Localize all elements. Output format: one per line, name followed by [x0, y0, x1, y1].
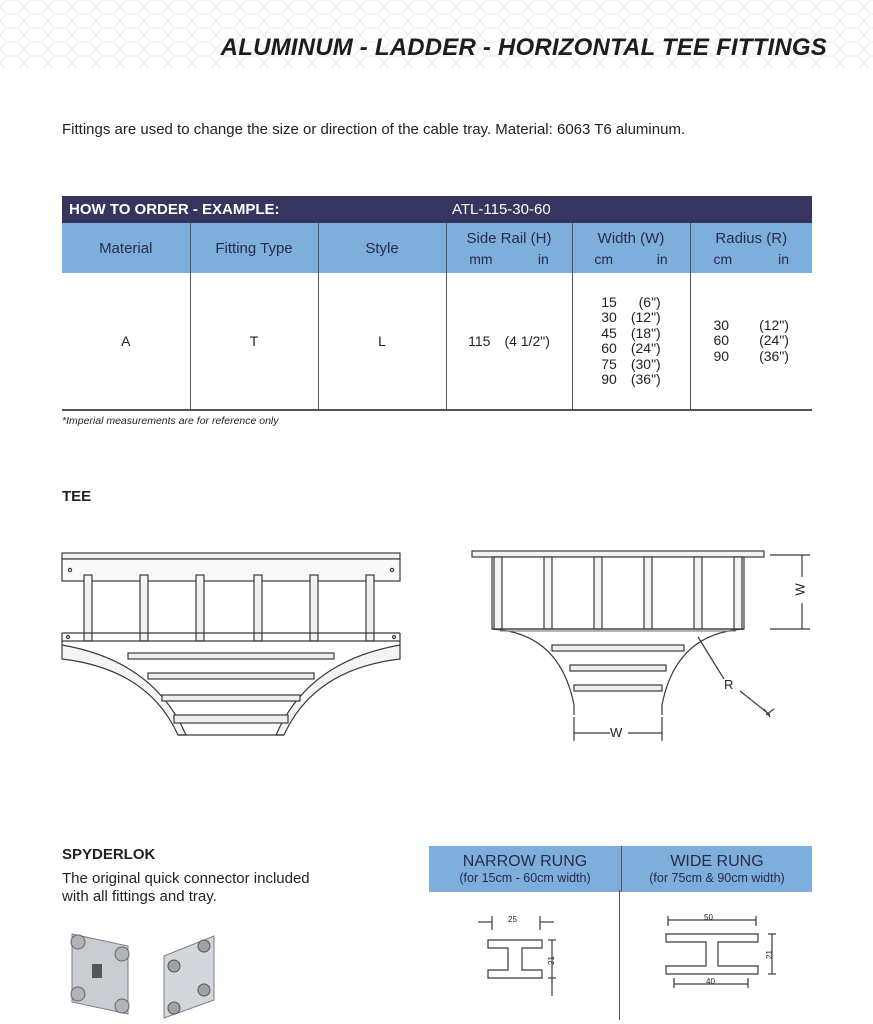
radius-cm: 90	[713, 347, 730, 364]
order-table	[62, 196, 812, 411]
tee-plan-drawing	[470, 545, 818, 745]
narrow-rung-title: NARROW RUNG	[462, 853, 588, 870]
width-in: (30")	[630, 355, 661, 372]
unit-cm: cm	[713, 250, 733, 267]
wide-dim-height: 21	[764, 950, 774, 959]
wide-rung-title: WIDE RUNG	[670, 853, 764, 870]
rung-divider	[619, 890, 620, 1020]
order-values-row	[62, 273, 812, 410]
wide-rung-header	[622, 846, 813, 892]
width-in: (18")	[630, 324, 661, 341]
rung-table	[429, 846, 812, 892]
wide-dim-inner: 40	[706, 977, 715, 986]
col-width	[572, 223, 690, 273]
intro-text: Fittings are used to change the size or direction of the cable tray. Material: 6063 T6 aluminum.	[62, 121, 686, 138]
width-in: (36")	[630, 371, 661, 387]
wide-rung-subtitle: (for 75cm & 90cm width)	[649, 871, 785, 885]
col-material: Material	[62, 223, 190, 273]
order-code: ATL-115-30-60	[452, 201, 551, 218]
radius-cm: 30	[713, 316, 730, 333]
col-side-rail	[446, 223, 572, 273]
col-radius	[690, 223, 812, 273]
side-rail-in: (4 1/2")	[504, 333, 550, 349]
width-cm: 30	[601, 309, 617, 325]
width-cm: 75	[601, 355, 617, 372]
unit-in: in	[778, 250, 789, 267]
narrow-dim-width: 25	[508, 915, 517, 924]
unit-in: in	[656, 250, 668, 267]
radius-cm: 60	[713, 332, 730, 349]
unit-mm: mm	[469, 250, 493, 267]
unit-cm: cm	[594, 250, 614, 267]
width-cm: 45	[601, 324, 617, 341]
width-cm: 60	[601, 340, 617, 356]
narrow-rung-profile	[470, 908, 570, 1000]
width-in: (12")	[630, 309, 661, 325]
order-heading-row	[62, 196, 812, 223]
col-side-rail-label: Side Rail (H)	[466, 229, 552, 247]
radius-in-list	[759, 318, 789, 365]
width-cm: 15	[601, 293, 617, 310]
wide-dim-width: 50	[704, 913, 713, 922]
radius-in: (24")	[759, 332, 789, 349]
narrow-rung-subtitle: (for 15cm - 60cm width)	[459, 871, 591, 885]
value-side-rail	[446, 273, 572, 410]
wide-rung-profile	[660, 908, 780, 1000]
radius-in: (12")	[759, 316, 789, 333]
value-style: L	[318, 273, 446, 410]
width-in-list	[631, 295, 661, 388]
value-material: A	[62, 273, 190, 410]
narrow-rung-header	[429, 846, 622, 892]
order-header-row	[62, 223, 812, 273]
radius-dim-label: R	[724, 677, 734, 692]
side-rail-mm: 115	[468, 333, 491, 349]
tee-perspective-drawing	[58, 545, 404, 745]
col-fitting-type: Fitting Type	[190, 223, 318, 273]
radius-cm-list	[714, 318, 730, 365]
value-radius	[690, 273, 812, 410]
value-fitting-type: T	[190, 273, 318, 410]
width-dim-label-vertical: W	[792, 583, 808, 596]
value-width	[572, 273, 690, 410]
narrow-dim-height: 21	[546, 956, 556, 965]
footnote: *Imperial measurements are for reference only	[62, 415, 279, 427]
width-dim-label: W	[610, 725, 623, 740]
page-title: ALUMINUM - LADDER - HORIZONTAL TEE FITTINGS	[220, 34, 827, 61]
col-style: Style	[318, 223, 446, 273]
col-radius-label: Radius (R)	[715, 229, 788, 247]
width-in: (24")	[630, 340, 661, 356]
width-cm-list	[601, 295, 617, 388]
width-cm: 90	[601, 371, 617, 387]
order-heading: HOW TO ORDER - EXAMPLE:	[69, 201, 280, 218]
spyderlok-heading: SPYDERLOK	[62, 846, 156, 863]
tee-heading: TEE	[62, 488, 92, 505]
col-width-label: Width (W)	[597, 229, 665, 247]
spyderlok-connector-image	[64, 926, 224, 1020]
width-in: (6")	[638, 293, 661, 310]
unit-in: in	[537, 250, 549, 267]
spyderlok-description: The original quick connector included with all fittings and tray.	[62, 870, 310, 905]
radius-in: (36")	[759, 347, 789, 364]
